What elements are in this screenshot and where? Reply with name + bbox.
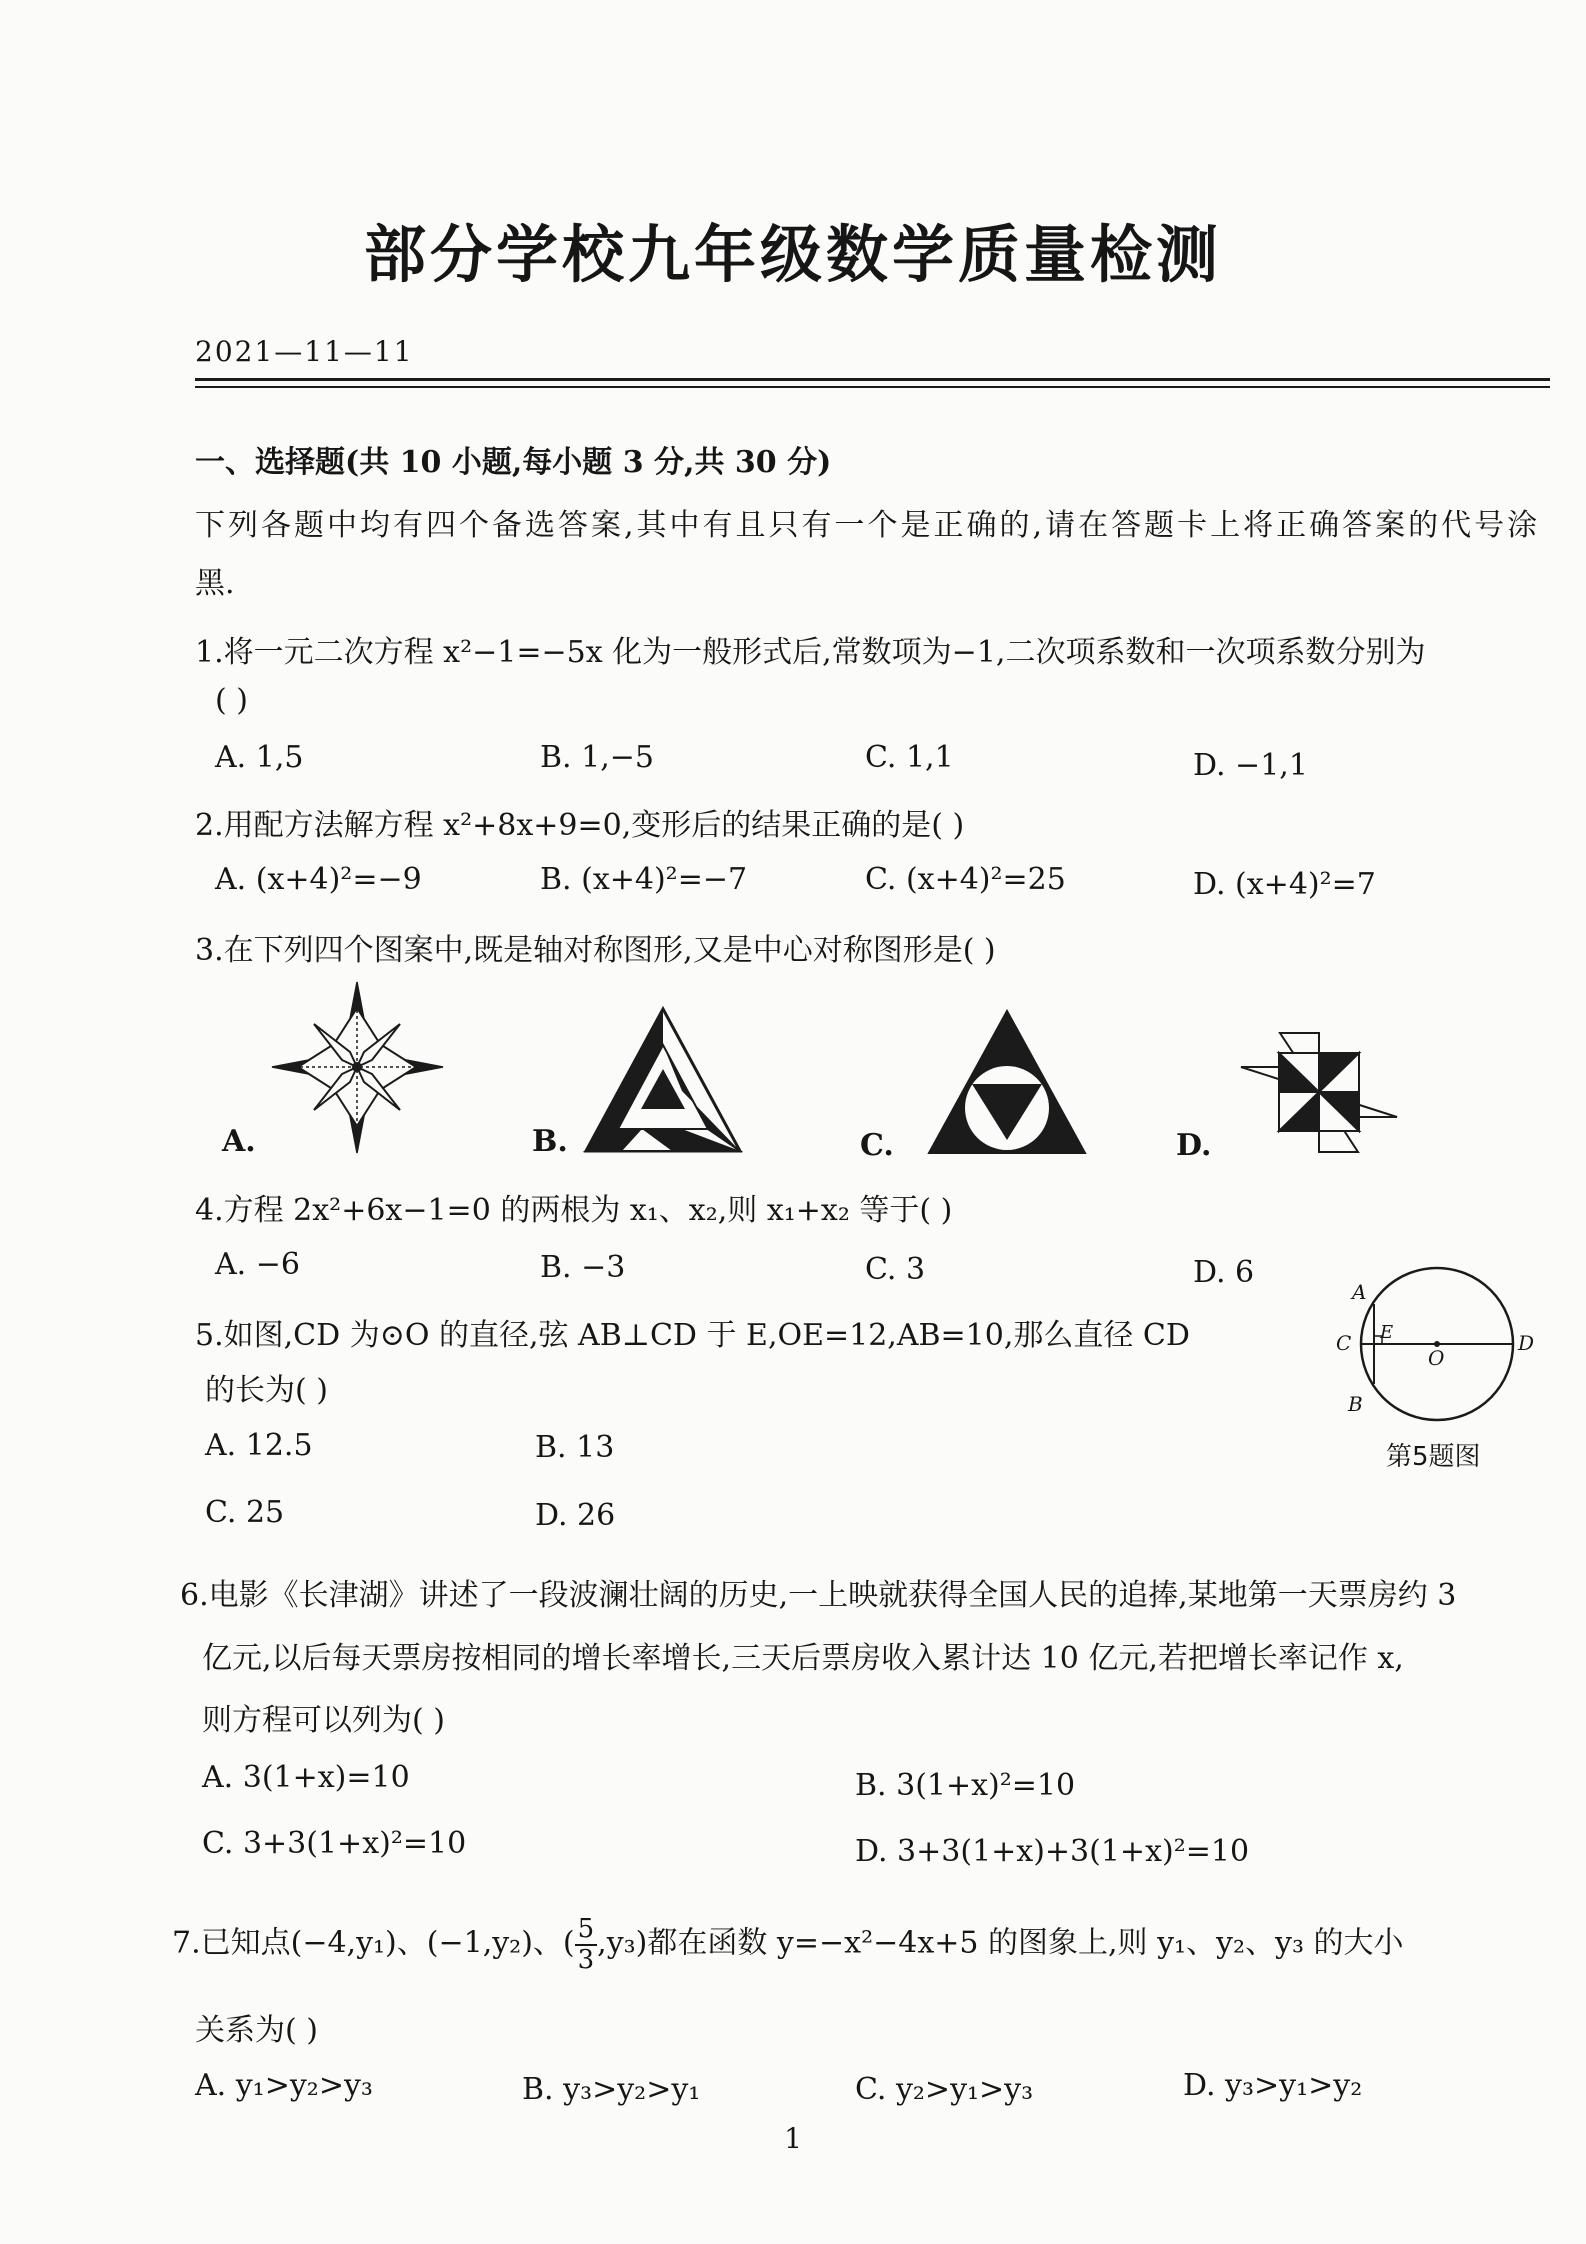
q2-option-a: A. (x+4)²=−9 xyxy=(215,862,422,897)
header-rule-bottom xyxy=(195,386,1550,388)
q4-stem: 4.方程 2x²+6x−1=0 的两根为 x₁、x₂,则 x₁+x₂ 等于( ) xyxy=(195,1193,953,1228)
q5-option-c: C. 25 xyxy=(205,1495,285,1530)
q5-option-d: D. 26 xyxy=(535,1498,616,1533)
q6-option-b: B. 3(1+x)²=10 xyxy=(855,1768,1076,1803)
q4-option-b: B. −3 xyxy=(540,1250,626,1285)
q3-label-b: B. xyxy=(532,1124,568,1159)
q5-label-o: O xyxy=(1428,1346,1445,1370)
q1-option-b: B. 1,−5 xyxy=(540,740,654,775)
q4-option-c: C. 3 xyxy=(865,1252,926,1287)
q5-option-b: B. 13 xyxy=(535,1430,615,1465)
q7-option-a: A. y₁>y₂>y₃ xyxy=(195,2068,373,2103)
q5-stem-line1: 5.如图,CD 为⊙O 的直径,弦 AB⊥CD 于 E,OE=12,AB=10,那么直径 CD xyxy=(195,1318,1190,1353)
q6-option-d: D. 3+3(1+x)+3(1+x)²=10 xyxy=(855,1834,1250,1869)
q5-figure-caption: 第5题图 xyxy=(1386,1442,1481,1472)
q7-option-c: C. y₂>y₁>y₃ xyxy=(855,2072,1034,2107)
exam-date: 2021—11—11 xyxy=(195,335,414,368)
q5-label-e: E xyxy=(1380,1322,1394,1343)
q7-stem-before: 7.已知点(−4,y₁)、(−1,y₂)、( xyxy=(172,1925,575,1961)
q4-option-a: A. −6 xyxy=(215,1247,300,1282)
q1-option-a: A. 1,5 xyxy=(215,740,304,775)
q7-fraction xyxy=(575,1915,598,1974)
q1-stem-line1: 1.将一元二次方程 x²−1=−5x 化为一般形式后,常数项为−1,二次项系数和一次项系数分别为 xyxy=(195,635,1426,670)
q5-stem-line2: 的长为( ) xyxy=(205,1373,328,1408)
q6-stem-line1: 6.电影《长津湖》讲述了一段波澜壮阔的历史,一上映就获得全国人民的追捧,某地第一天票房约 3 xyxy=(180,1578,1457,1613)
q3-stem: 3.在下列四个图案中,既是轴对称图形,又是中心对称图形是( ) xyxy=(195,933,996,968)
q5-label-b: B xyxy=(1348,1392,1363,1416)
section-instruction-1: 下列各题中均有四个备选答案,其中有且只有一个是正确的,请在答题卡上将正确答案的代号涂 xyxy=(195,508,1541,543)
q5-option-a: A. 12.5 xyxy=(205,1428,313,1463)
q7-stem-line2: 关系为( ) xyxy=(195,2013,318,2048)
q3-figure-d-pinwheel xyxy=(1238,1025,1400,1160)
page-title: 部分学校九年级数学质量检测 xyxy=(363,218,1222,291)
q5-label-d: D xyxy=(1518,1331,1535,1355)
q3-figure-a-compass-star xyxy=(270,980,445,1155)
q3-figure-b-triangle-pattern xyxy=(582,1005,744,1155)
q7-stem-line1 xyxy=(172,1915,1404,1974)
q1-stem-line2: ( ) xyxy=(215,683,248,718)
q7-option-b: B. y₃>y₂>y₁ xyxy=(522,2072,701,2107)
q1-option-d: D. −1,1 xyxy=(1193,748,1308,783)
q7-fraction-denominator: 3 xyxy=(577,1944,595,1975)
q5-label-a: A xyxy=(1352,1280,1367,1304)
q7-stem-after: ,y₃)都在函数 y=−x²−4x+5 的图象上,则 y₁、y₂、y₃ 的大小 xyxy=(597,1925,1404,1961)
q1-option-c: C. 1,1 xyxy=(865,740,954,775)
q2-stem: 2.用配方法解方程 x²+8x+9=0,变形后的结果正确的是( ) xyxy=(195,808,965,843)
q7-fraction-numerator: 5 xyxy=(575,1915,598,1946)
page-number: 1 xyxy=(784,2122,802,2155)
q6-stem-line2: 亿元,以后每天票房按相同的增长率增长,三天后票房收入累计达 10 亿元,若把增长率记作 x, xyxy=(202,1641,1404,1676)
section-instruction-2: 黑. xyxy=(195,566,235,601)
q3-figure-c-triangle-circle xyxy=(926,1008,1088,1156)
q3-label-a: A. xyxy=(222,1124,256,1159)
q2-option-b: B. (x+4)²=−7 xyxy=(540,862,748,897)
q6-stem-line3: 则方程可以列为( ) xyxy=(202,1703,445,1738)
q5-label-c: C xyxy=(1336,1331,1352,1355)
section-heading: 一、选择题(共 10 小题,每小题 3 分,共 30 分) xyxy=(195,445,832,480)
q4-option-d: D. 6 xyxy=(1193,1255,1255,1290)
q6-option-c: C. 3+3(1+x)²=10 xyxy=(202,1826,467,1861)
header-rule-top xyxy=(195,378,1550,381)
q3-label-d: D. xyxy=(1176,1128,1212,1163)
q2-option-c: C. (x+4)²=25 xyxy=(865,862,1066,897)
q6-option-a: A. 3(1+x)=10 xyxy=(202,1760,410,1795)
q2-option-d: D. (x+4)²=7 xyxy=(1193,867,1376,902)
q7-option-d: D. y₃>y₁>y₂ xyxy=(1183,2068,1363,2103)
q3-label-c: C. xyxy=(860,1128,894,1163)
